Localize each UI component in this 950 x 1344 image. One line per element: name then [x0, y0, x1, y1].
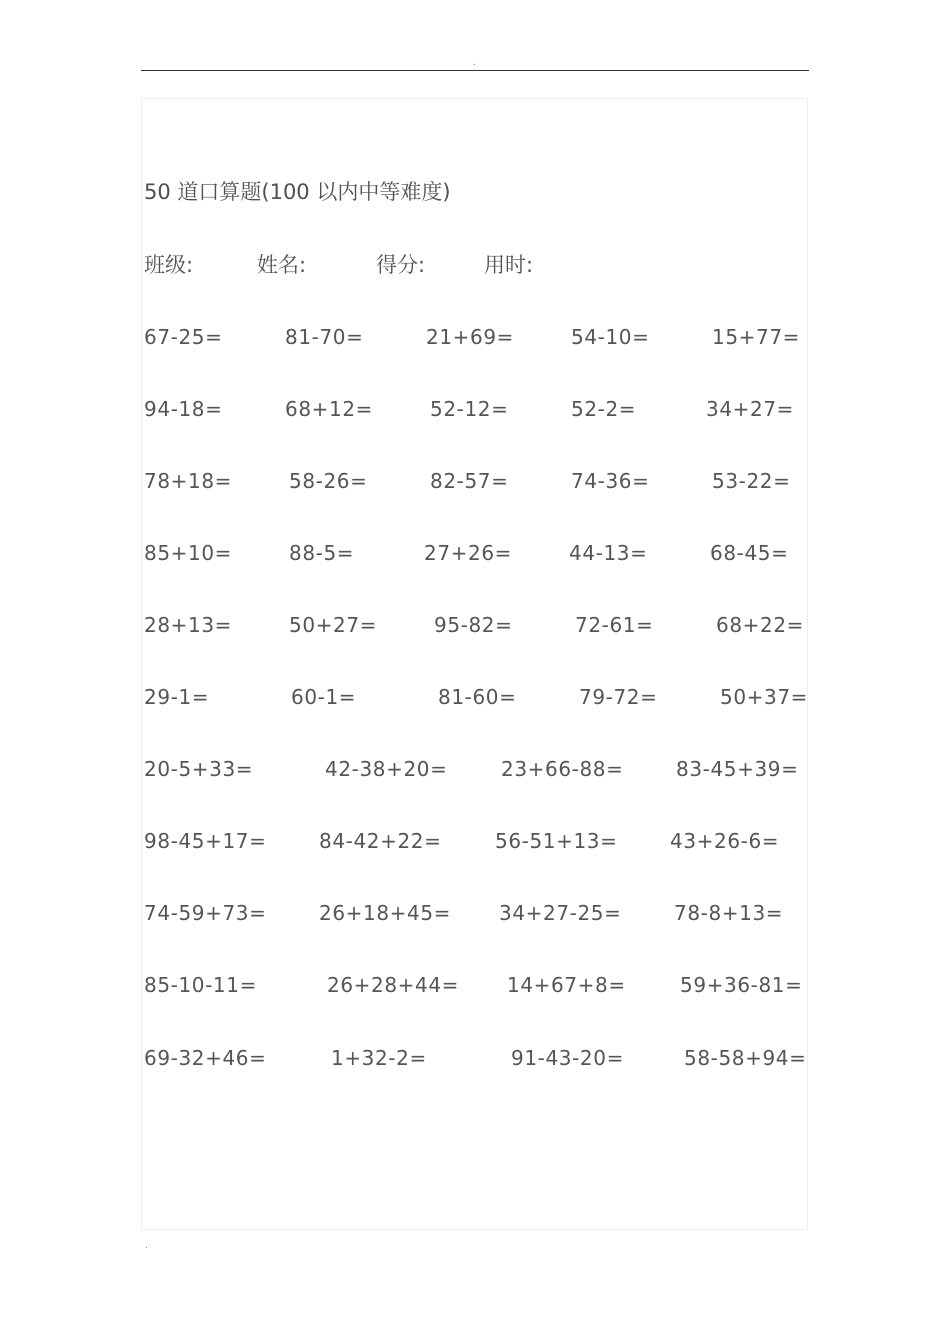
header-dot: . [473, 58, 476, 68]
problem: 26+18+45= [319, 901, 452, 925]
problem: 78+18= [144, 469, 233, 493]
problem: 1+32-2= [331, 1046, 427, 1070]
problem: 69-32+46= [144, 1046, 267, 1070]
problem: 52-2= [571, 397, 637, 421]
problem: 53-22= [712, 469, 791, 493]
problem: 50+27= [289, 613, 378, 637]
problem: 72-61= [575, 613, 654, 637]
problem: 56-51+13= [495, 829, 618, 853]
problem: 68+12= [285, 397, 374, 421]
problem: 88-5= [289, 541, 355, 565]
problem: 54-10= [571, 325, 650, 349]
problem: 83-45+39= [676, 757, 799, 781]
problem: 74-36= [571, 469, 650, 493]
problem: 81-70= [285, 325, 364, 349]
problem: 29-1= [144, 685, 210, 709]
problem: 91-43-20= [511, 1046, 624, 1070]
class-label: 班级: [144, 253, 194, 277]
problem: 68+22= [716, 613, 805, 637]
problem: 98-45+17= [144, 829, 267, 853]
name-label: 姓名: [257, 253, 307, 277]
problem: 52-12= [430, 397, 509, 421]
time-label: 用时: [484, 253, 534, 277]
problem: 14+67+8= [507, 973, 626, 997]
problem: 21+69= [426, 325, 515, 349]
problem: 43+26-6= [670, 829, 780, 853]
problem: 42-38+20= [325, 757, 448, 781]
problem: 78-8+13= [674, 901, 784, 925]
problem: 23+66-88= [501, 757, 624, 781]
problem: 85-10-11= [144, 973, 257, 997]
problem: 44-13= [569, 541, 648, 565]
problem: 58-58+94= [684, 1046, 807, 1070]
problem: 82-57= [430, 469, 509, 493]
problem: 85+10= [144, 541, 233, 565]
problem: 67-25= [144, 325, 223, 349]
worksheet-title: 50 道口算题(100 以内中等难度) [144, 180, 451, 204]
problem: 28+13= [144, 613, 233, 637]
problem: 15+77= [712, 325, 801, 349]
problem: 84-42+22= [319, 829, 442, 853]
problem: 79-72= [579, 685, 658, 709]
problem: 34+27= [706, 397, 795, 421]
problem: 20-5+33= [144, 757, 254, 781]
problem: 94-18= [144, 397, 223, 421]
problem: 26+28+44= [327, 973, 460, 997]
problem: 59+36-81= [680, 973, 803, 997]
problem: 60-1= [291, 685, 357, 709]
problem: 68-45= [710, 541, 789, 565]
problem: 81-60= [438, 685, 517, 709]
footer-dot: . [145, 1241, 148, 1251]
header-rule [141, 70, 809, 71]
problem: 74-59+73= [144, 901, 267, 925]
problem: 95-82= [434, 613, 513, 637]
problem: 58-26= [289, 469, 368, 493]
problem: 34+27-25= [499, 901, 622, 925]
problem: 50+37= [720, 685, 809, 709]
problem: 27+26= [424, 541, 513, 565]
score-label: 得分: [376, 253, 426, 277]
